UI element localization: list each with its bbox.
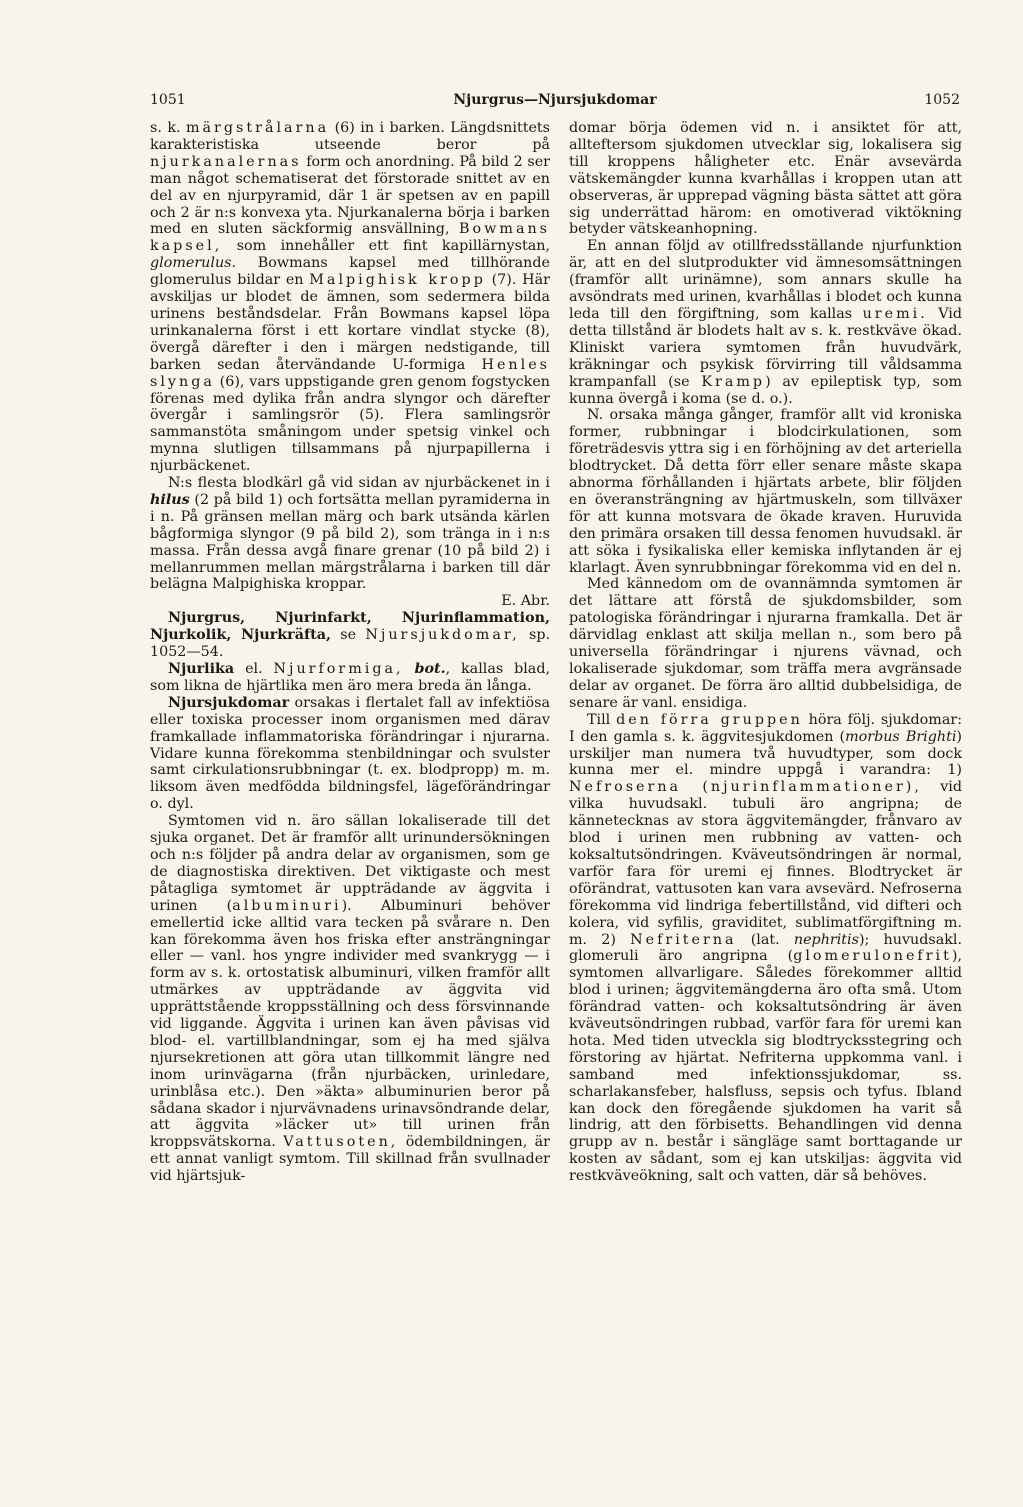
entry-headword: Njursjukdomar [168, 694, 290, 711]
text: ). Albuminuri behöver emellertid icke alltid vara tecken på svårare n. Den kan förekomma även hos friska efter ansträngningar eller — vanl. hos yngre individer med svankrygg — i form av s. k. ortostatisk albuminuri, vilken framför allt utmärkes av uppträdande av äggvita vid upprättstående kroppsställning och dess försvinnande vid liggande. Äggvita i urinen kan även påvisas vid blod- el. vartillblandningar, som ej ha med själva njursekretionen att göra utan tillkommit längre ned inom urinvägarna (från njurbäcken, urinledare, urinblåsa etc.). Den »äkta» albuminurien beror på sådana skador i njurvävnadens urinavsöndrande delar, att äggvita »läcker ut» till urinen från kroppsvätskorna. [150, 897, 550, 1151]
text: ) urskiljer man numera två huvudtyper, som dock kunna mer el. mindre uppgå i varandra: 1) [569, 728, 962, 779]
spaced-term: Njurformiga, [273, 661, 404, 677]
text: En annan följd av otillfredsställande njurfunktion är, att en del slutprodukter vid ämnesomsättningen (framför allt urinämne), som annars skulle ha avsöndrats med urinen, kvarhållas i blodet och kunna leda till den förgiftning, som kallas [569, 238, 962, 322]
paragraph-uremia [569, 238, 962, 407]
spaced-term: Henles slynga [150, 356, 550, 390]
abbreviation: bot. [414, 661, 446, 677]
italic-term: glomerulus. [150, 255, 237, 272]
spaced-term: Vattusoten, [283, 1134, 399, 1151]
text: (7). Här avskiljas ur blodet de ämnen, som sedermera bilda urinens beståndsdelar. Från Bowmans kapsel löpa urinkanalerna först i ett kortare vindlat stycke (8), övergå därefter i den i märgen nedstigande, till barken sedan återvändande U-formiga [150, 272, 550, 373]
spaced-term: uremi. [862, 305, 928, 322]
entry-headword: Njurlika [168, 661, 235, 677]
text: Till [587, 711, 611, 728]
text: ), symtomen allvarligare. Således förekommer alltid blod i urinen; äggvitemängderna äro ofta små. Utom förändrad vatten- och koksaltutsöndring är även kväveutsöndringen rubbad, varför fara för uremi kan hota. Med tiden utveckla sig blodtrycksstegring och förstoring av hjärtat. Nefriterna uppkomma vanl. i samband med infektionssjukdomar, ss. scharlakansfeber, halsfluss, sepsis och tyfus. Ibland kan dock den föregående sjukdomen ha varit så lindrig, att den förbisetts. Behandlingen vid denna grupp av n. består i sängläge samt borttagande ur kosten av sådant, som ej kan utskiljas: äggvita vid restkväveökning, salt och vatten, där så behöves. [569, 948, 962, 1185]
text: (6), vars uppstigande gren genom fogstycken förenas med dylika från andra slyngor och därefter övergår i samlingsrör (5). Flera samlingsrör sammanstöta småningom under spetsig vinkel och mynna slutligen tillsammans på njurpapillerna i njurbäckenet. [150, 373, 550, 475]
entry-njurlika [150, 661, 550, 695]
text: N:s flesta blodkärl gå vid sidan av njurbäckenet in i [168, 475, 550, 492]
text: (6) in i barken. Längdsnittets karakteristiska utseende beror på [150, 120, 550, 153]
spaced-term: glomerulonefrit [793, 948, 952, 965]
spaced-term: den förra gruppen [616, 711, 803, 728]
spaced-term: albuminuri [232, 897, 342, 914]
italic-term: hilus [150, 491, 190, 508]
right-column [569, 120, 962, 1185]
cross-reference: Kramp [701, 373, 766, 390]
cross-reference: Njursjukdomar, [365, 627, 520, 644]
paragraph-kidney-anatomy [150, 120, 550, 475]
text: ödembildningen, är ett annat vanligt symtom. Till skillnad från svullnader vid hjärtsjuk- [150, 1134, 551, 1185]
text: se [340, 627, 357, 644]
italic-term: nephritis [793, 931, 859, 948]
text: ) av epileptisk typ, som kunna övergå i koma (se d. o.). [569, 373, 962, 407]
text: , kallas blad, som likna de hjärtlika men äro mera breda än långa. [150, 661, 551, 694]
paragraph-edema: domar börja ödemen vid n. i ansiktet för att, allteftersom sjukdomen utvecklar sig, lokalisera sig till kroppens håligheter etc. Enär avsevärda vätskemängder kunna kvarhållas i kroppen utan att observeras, är upprepad vägning bästa sättet att göra sig underrättad härom: en omotiverad viktökning betyder vätskeanhopning. [569, 120, 962, 238]
author-signature: E. Abr. [501, 593, 550, 610]
left-column [150, 120, 550, 1185]
text: höra följ. sjukdomar: I den gamla s. k. äggvitesjukdomen ( [569, 711, 963, 745]
text: ); huvudsakl. glomeruli äro angripna ( [569, 931, 963, 965]
text: el. [245, 661, 263, 677]
spaced-term: Nefroserna (njurinflammationer), [569, 779, 922, 796]
text: s. k. [150, 120, 181, 136]
paragraph-disease-forms: Med kännedom om de ovannämnda symtomen är det lättare att förstå de sjukdomsbilder, som patologiska förändringar i njurarna framkalla. Det är därvidlag enklast att skilja mellan n., som bero på universella förändringar i njurens vävnad, och lokaliserade sjukdomar, som träffa mera avgränsade delar av organet. De förra äro alltid dubbelsidiga, de senare är vanl. ensidiga. [569, 576, 962, 711]
text: form och anordning. På bild 2 ser man något schematiserat det förstorade snittet av en del av en njurpyramid, där 1 är spetsen av en papill och 2 är n:s konvexa yta. Njurkanalerna börja i barken med en sluten säckformig ansvällning, [150, 153, 550, 238]
spaced-term: märgstrålarna [185, 120, 330, 136]
spaced-term: njurkanalernas [150, 153, 302, 170]
entry-njurgrus [150, 610, 550, 661]
entry-headword: Njurgrus, Njurinfarkt, Njurinflammation, Njurkolik, Njurkräfta, [150, 610, 550, 644]
spaced-term: Malpighisk kropp [309, 272, 486, 289]
spaced-term: Nefriterna [630, 931, 737, 948]
spaced-term: Bowmans kapsel, [150, 221, 551, 255]
text: Symtomen vid n. äro sällan lokaliserade till det sjuka organet. Det är framför allt urinundersökningen och n:s följder på andra delar av organismen, som ge de diagnostiska direktiven. Det viktigaste och mest påtagliga symtomet är uppträdande av äggvita i urinen ( [150, 813, 550, 914]
italic-term: morbus Brighti [845, 728, 957, 745]
paragraph-first-group [569, 712, 962, 1185]
running-title: Njurgrus—Njursjukdomar [453, 92, 657, 108]
text: (2 på bild 1) och fortsätta mellan pyramiderna in i n. På gränsen mellan märg och bark utsända kärlen bågformiga slyngor (9 på bild 2), som tränga in i n:s massa. Från dessa avgå finare grenar (10 på bild 2) i mellanrummen mellan märgstrålarna i barken till där belägna Malpighiska kroppar. [150, 491, 551, 593]
entry-njursjukdomar [150, 695, 550, 813]
text: (lat. [750, 931, 780, 948]
text: vid vilka huvudsakl. tubuli äro angripna; de kännetecknas av stora äggvitemängder, frånvaro av blod i urinen men rubbning av vatten- och koksaltutsöndringen. Kväveutsöndringen är normal, varför fara för uremi ej finnes. Blodtrycket är oförändrat, vattusoten kan vara avsevärd. Nefroserna förekomma vid lindriga febertillstånd, vid difteri och kolera, vid syfilis, graviditet, sublimatförgiftning m. m. 2) [569, 779, 962, 948]
page-number-right: 1052 [924, 92, 960, 108]
text: orsakas i flertalet fall av infektiösa eller toxiska processer inom organismen med därav framkallade inflammatoriska förändringar i njurarna. Vidare kunna förekomma stenbildningar och svulster samt cirkulationsrubbningar (t. ex. blodpropp) m. m. liksom även medfödda bildningsfel, lägeförändringar o. dyl. [150, 694, 551, 813]
text: Vid detta tillstånd är blodets halt av s. k. restkväve ökad. Kliniskt variera symtomen från huvudvärk, kräkningar och psykisk förvirring till våldsamma krampanfall (se [569, 305, 963, 390]
paragraph-blood-vessels [150, 475, 550, 593]
paragraph-blood-pressure: N. orsaka många gånger, framför allt vid kroniska former, rubbningar i blodcirkulationen, som företrädesvis yttra sig i en förhöjning av det arteriella blodtrycket. Då detta förr eller senare måste skapa abnorma förhållanden i hjärtats arbete, blir följden en överansträngning av hjärtmuskeln, som tillväxer för att kunna motsvara de ökade kraven. Huruvida den primära orsaken till dessa fenomen huvudsakl. är att söka i fysikaliska eller kemiska inflytanden är ej klarlagt. Även synrubbningar förekomma vid en del n. [569, 407, 962, 576]
page-number-left: 1051 [150, 92, 186, 108]
text: Bowmans kapsel med tillhörande glomerulus bildar en [150, 255, 550, 289]
paragraph-symptoms [150, 813, 550, 1185]
text: sp. 1052—54. [150, 627, 551, 661]
page-header [150, 92, 960, 112]
text: som innehåller ett fint kapillärnystan, [236, 238, 550, 255]
